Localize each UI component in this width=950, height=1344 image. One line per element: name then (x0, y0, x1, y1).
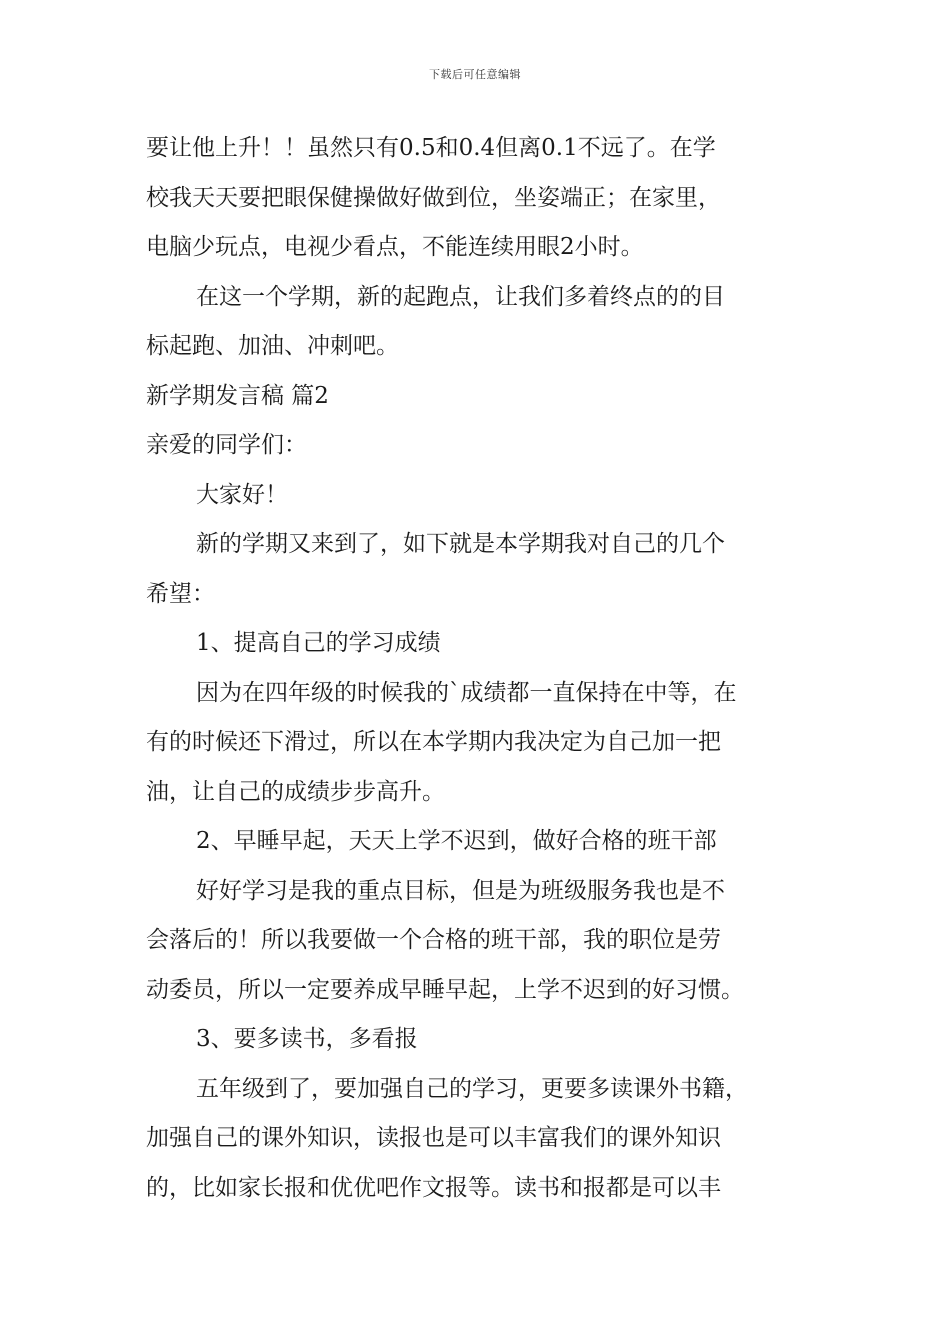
text-line: 的，比如家长报和优优吧作文报等。读书和报都是可以丰 (146, 1174, 721, 1201)
text-line: 要让他上升！！虽然只有0.5和0.4但离0.1不远了。在学 (146, 135, 716, 161)
document-body (146, 124, 806, 1213)
list-heading: 1、提高自己的学习成绩 (196, 630, 441, 656)
text-line: 新的学期又来到了，如下就是本学期我对自己的几个 (196, 531, 725, 557)
text-line: 加强自己的课外知识，读报也是可以丰富我们的课外知识 (146, 1125, 721, 1151)
text-line: 动委员，所以一定要养成早睡早起，上学不迟到的好习惯。 (146, 976, 744, 1003)
text-line: 希望： (146, 580, 215, 607)
list-heading: 3、要多读书，多看报 (196, 1026, 418, 1052)
text-line: 电脑少玩点，电视少看点，不能连续用眼2小时。 (146, 234, 644, 260)
text-line: 校我天天要把眼保健操做好做到位，坐姿端正；在家里， (146, 184, 721, 211)
text-line: 在这一个学期，新的起跑点，让我们多着终点的的目 (196, 283, 725, 310)
text-line: 油，让自己的成绩步步高升。 (146, 778, 445, 805)
section-title: 新学期发言稿 篇2 (146, 382, 329, 409)
greeting: 大家好！ (196, 481, 288, 508)
salutation: 亲爱的同学们： (146, 432, 307, 458)
text-line: 五年级到了，要加强自己的学习，更要多读课外书籍， (196, 1075, 748, 1102)
text-line: 好好学习是我的重点目标，但是为班级服务我也是不 (196, 877, 725, 904)
list-heading: 2、早睡早起，天天上学不迟到，做好合格的班干部 (196, 828, 717, 854)
text-line: 有的时候还下滑过，所以在本学期内我决定为自己加一把 (146, 729, 721, 755)
text-line: 会落后的！所以我要做一个合格的班干部，我的职位是劳 (146, 927, 721, 953)
page-header: 下载后可任意编辑 (429, 68, 521, 81)
text-line: 标起跑、加油、冲刺吧。 (146, 333, 399, 359)
text-line: 因为在四年级的时候我的`成绩都一直保持在中等，在 (196, 679, 737, 706)
